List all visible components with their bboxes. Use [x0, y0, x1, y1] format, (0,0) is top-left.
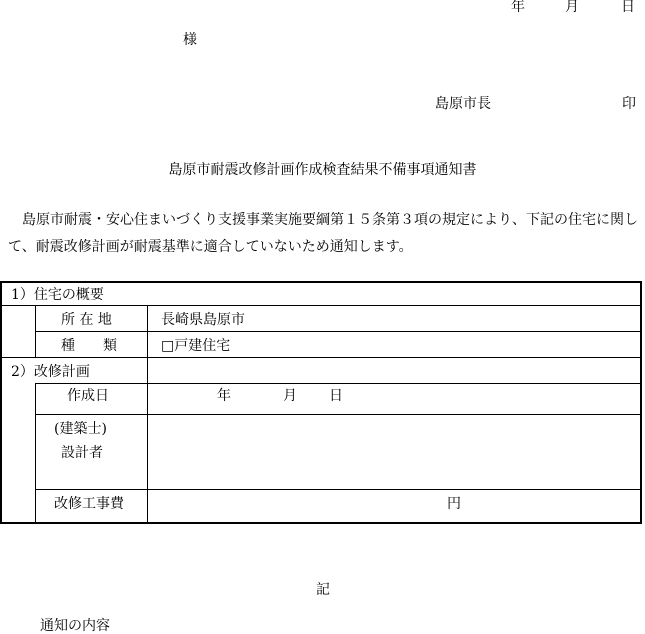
section2-heading: 2）改修計画 [11, 364, 90, 380]
designer-label-bottom: 設計者 [61, 445, 103, 461]
body-paragraph [8, 207, 640, 261]
row-divider [2, 305, 640, 306]
document-title: 島原市耐震改修計画作成検査結果不備事項通知書 [168, 162, 477, 178]
created-day: 日 [329, 388, 343, 404]
notice-heading: 通知の内容 [40, 618, 110, 634]
seal-mark: 印 [622, 96, 636, 112]
cost-unit: 円 [447, 496, 461, 512]
row-divider [35, 414, 640, 415]
designer-label-top: (建築士) [54, 421, 107, 437]
type-label: 種 類 [61, 338, 117, 354]
date-year: 年 [511, 0, 525, 15]
date-line [511, 0, 635, 14]
row-divider [2, 357, 640, 358]
row-divider [35, 383, 640, 384]
label-divider [147, 305, 148, 522]
location-label: 所 在 地 [61, 312, 112, 328]
issuer-name: 島原市長 [435, 96, 491, 112]
indent-divider [35, 383, 36, 522]
type-value: □戸建住宅 [161, 338, 231, 354]
row-divider [35, 489, 640, 490]
section1-heading: 1）住宅の概要 [11, 287, 104, 303]
cost-label: 改修工事費 [54, 496, 124, 512]
indent-divider [35, 305, 36, 357]
row-divider [35, 331, 640, 332]
location-value: 長崎県島原市 [161, 312, 245, 328]
ki-marker: 記 [316, 582, 330, 598]
created-month: 月 [283, 388, 297, 404]
created-date-label: 作成日 [67, 388, 109, 404]
form-table [0, 281, 642, 524]
created-year: 年 [217, 388, 231, 404]
addressee-suffix: 様 [183, 32, 197, 48]
date-day: 日 [621, 0, 635, 15]
body-text: 島原市耐震・安心住まいづくり支援事業実施要綱第１５条第３項の規定により、下記の住宅に関して、耐震改修計画が耐震基準に適合していないため通知します。 [8, 212, 638, 255]
date-month: 月 [565, 0, 579, 15]
